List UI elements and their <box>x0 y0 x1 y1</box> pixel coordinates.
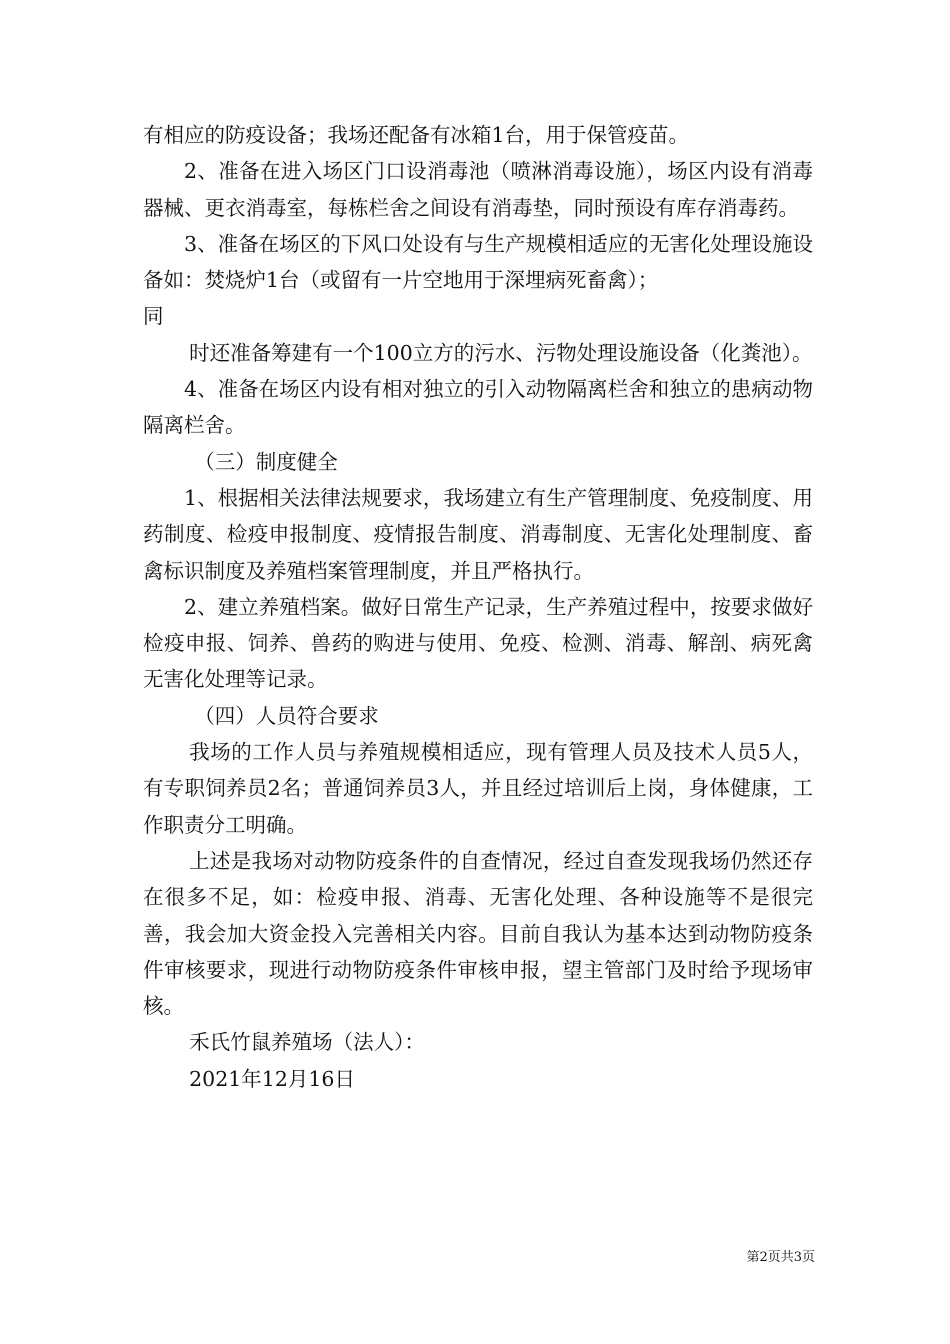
paragraph-staff: 我场的工作人员与养殖规模相适应，现有管理人员及技术人员5人，有专职饲养员2名；普通饲养员3人，并且经过培训后上岗，身体健康，工作职责分工明确。 <box>143 740 813 837</box>
paragraph-item-3: 3、准备在场区的下风口处设有与生产规模相适应的无害化处理设施设备如：焚烧炉1台（或留有一片空地用于深埋病死畜禽）； <box>143 231 813 293</box>
paragraph-fragment: 同 <box>143 304 164 329</box>
paragraph-rules-1: 1、根据相关法律法规要求，我场建立有生产管理制度、免疫制度、用药制度、检疫申报制度、疫情报告制度、消毒制度、无害化处理制度、畜禽标识制度及养殖档案管理制度，并且严格执行。 <box>143 485 813 583</box>
paragraph-item-2: 2、准备在进入场区门口设消毒池（喷淋消毒设施），场区内设有消毒器械、更衣消毒室，每栋栏舍之间设有消毒垫，同时预设有库存消毒药。 <box>143 159 813 220</box>
date-line: 2021年12月16日 <box>189 1066 355 1091</box>
paragraph-continuation: 有相应的防疫设备；我场还配备有冰箱1台，用于保管疫苗。 <box>143 123 690 147</box>
paragraph-item-4: 4、准备在场区内设有相对独立的引入动物隔离栏舍和独立的患病动物隔离栏舍。 <box>143 377 813 438</box>
section-heading-3: （三）制度健全 <box>194 449 338 474</box>
paragraph-summary: 上述是我场对动物防疫条件的自查情况，经过自查发现我场仍然还存在很多不足，如：检疫申报、消毒、无害化处理、各种设施等不是很完善，我会加大资金投入完善相关内容。目前自我认为基本达到动物防疫条件审核要求，现进行动物防疫条件审核申报，望主管部门及时给予现场审核。 <box>143 848 813 1019</box>
page-number: 第2页共3页 <box>746 1250 815 1265</box>
paragraph-rules-2: 2、建立养殖档案。做好日常生产记录，生产养殖过程中，按要求做好检疫申报、饲养、兽药的购进与使用、免疫、检测、消毒、解剖、病死禽无害化处理等记录。 <box>143 594 813 692</box>
signature-line: 禾氏竹鼠养殖场（法人）： <box>189 1030 425 1055</box>
document-body <box>143 117 813 1097</box>
paragraph-item-3-continued: 时还准备筹建有一个100立方的污水、污物处理设施设备（化粪池）。 <box>189 340 813 365</box>
section-heading-4: （四）人员符合要求 <box>194 703 379 728</box>
